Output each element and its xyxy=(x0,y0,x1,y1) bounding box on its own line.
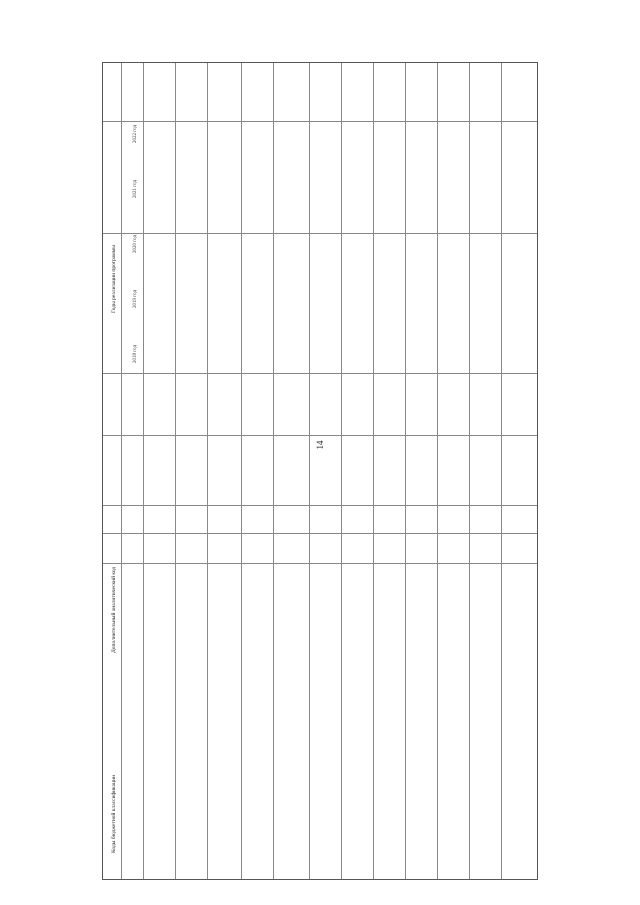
header-years: Годы реализации программы xyxy=(111,245,117,313)
year-header-2018: 2018 год xyxy=(133,344,138,363)
page-number: 14 xyxy=(315,440,325,450)
year-header-2020: 2020 год xyxy=(133,234,138,253)
year-header-2019: 2019 год xyxy=(133,289,138,308)
header-analytic-code: Дополнительный аналитический код xyxy=(111,566,117,653)
header-budget-codes: Коды бюджетной классификации xyxy=(111,775,117,853)
year-header-2021: 2021 год xyxy=(133,179,138,198)
year-header-2022: 2022 год xyxy=(133,124,138,143)
program-table xyxy=(102,62,538,880)
